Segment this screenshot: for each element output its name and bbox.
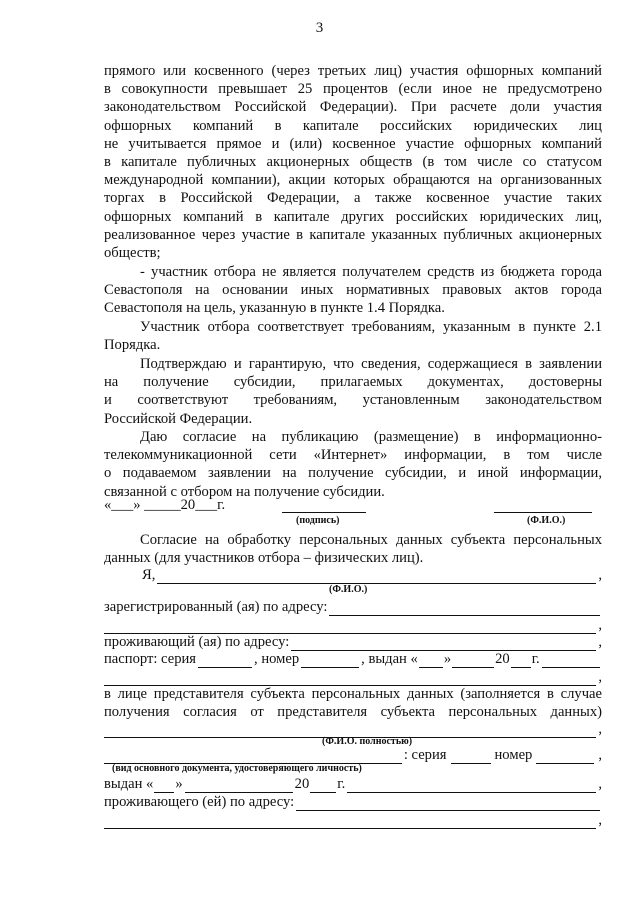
consent-title bbox=[104, 531, 602, 567]
issued2-year-input[interactable] bbox=[310, 778, 336, 793]
issued-day-input[interactable] bbox=[419, 653, 443, 668]
year-suffix: г. bbox=[531, 651, 540, 667]
passport-issuer-continued-input[interactable] bbox=[104, 671, 596, 686]
text-line: связанной с отбором на получение субсидии. bbox=[104, 483, 385, 500]
text-line: в капитале публичных акционерных обществ (в том числе со статусом bbox=[104, 154, 602, 171]
issued2-day-input[interactable] bbox=[154, 778, 174, 793]
registration-address-input[interactable] bbox=[329, 601, 600, 616]
document-type-input[interactable] bbox=[104, 749, 402, 764]
comma: , bbox=[598, 776, 602, 792]
text-line: Согласие на обработку персональных данных субъекта персональных bbox=[140, 532, 602, 548]
text-line: прямого или косвенного (через третьих лиц) участия офшорных компаний bbox=[104, 63, 602, 79]
passport-number-input[interactable] bbox=[301, 653, 359, 668]
document-type-label: (вид основного документа, удостоверяющего личность) bbox=[112, 763, 362, 774]
text-line: получения согласия от представителя субъекта персональных данных) bbox=[104, 704, 602, 721]
living-label: проживающий (ая) по адресу: bbox=[104, 634, 290, 650]
representative-address-continued-input[interactable] bbox=[104, 814, 596, 829]
text-line: о подаваемом заявлении на получение субсидии, и иной информации, bbox=[104, 465, 602, 482]
issued-label: , выдан « bbox=[361, 651, 418, 667]
issued2-label: выдан « bbox=[104, 776, 154, 792]
date-field[interactable]: «___» _____20___г. bbox=[104, 497, 226, 513]
form-row-passport bbox=[104, 650, 602, 668]
fio-label: (Ф.И.О.) bbox=[527, 515, 566, 526]
issued2-mid: » bbox=[175, 776, 183, 792]
paragraph-publication-consent bbox=[104, 428, 602, 501]
comma: , bbox=[598, 721, 602, 737]
living2-label: проживающего (ей) по адресу: bbox=[104, 794, 295, 810]
issued2-month-input[interactable] bbox=[185, 778, 293, 793]
text-line: в лице представителя субъекта персональных данных (заполняется в случае bbox=[104, 686, 602, 702]
text-line: офшорных компаний в капитале других российских юридических лиц, bbox=[104, 208, 602, 225]
form-row-name bbox=[104, 566, 602, 584]
text-line: Севастополя на основании иных нормативных правовых актов города bbox=[104, 282, 602, 299]
text-line: Участник отбора соответствует требованиям, указанным в пункте 2.1 bbox=[140, 319, 602, 335]
series-label: : серия bbox=[403, 747, 447, 763]
year2-prefix: 20 bbox=[294, 776, 310, 792]
text-line: на получение субсидии, прилагаемых документах, достоверны bbox=[104, 374, 602, 391]
issued-year-input[interactable] bbox=[511, 653, 531, 668]
paragraph-budget bbox=[104, 263, 602, 318]
form-row-living2 bbox=[104, 793, 602, 811]
form-row-registered-cont bbox=[104, 616, 602, 634]
fio-full-label: (Ф.И.О. полностью) bbox=[322, 736, 413, 747]
passport-number-label: , номер bbox=[254, 651, 300, 667]
ya-label: Я, bbox=[142, 567, 156, 583]
registration-address-continued-input[interactable] bbox=[104, 619, 596, 634]
form-row-living2-cont bbox=[104, 811, 602, 829]
text-line: Даю согласие на публикацию (размещение) в информационно- bbox=[140, 429, 602, 445]
form-row-document bbox=[104, 746, 602, 764]
text-line: международной компании), акции которых обращаются на организованных bbox=[104, 172, 602, 189]
text-line: Порядка. bbox=[104, 337, 161, 354]
text-line: и соответствуют требованиям, установленным законодательством bbox=[104, 392, 602, 409]
paragraph-requirements bbox=[104, 318, 602, 354]
number2-label: номер bbox=[494, 747, 533, 763]
year2-suffix: г. bbox=[337, 776, 346, 792]
form-row-registered bbox=[104, 598, 602, 616]
registered-label: зарегистрированный (ая) по адресу: bbox=[104, 599, 328, 615]
passport-series-input[interactable] bbox=[198, 653, 252, 668]
full-name-input[interactable] bbox=[157, 569, 596, 584]
comma: , bbox=[598, 634, 602, 650]
text-line: Севастополя на цель, указанную в пункте 1.4 Порядка. bbox=[104, 300, 445, 317]
text-line: реализованное через участие в капитале указанных публичных акционерных bbox=[104, 226, 602, 243]
text-line: офшорных компаний в капитале российских юридических лиц bbox=[104, 117, 602, 134]
paragraph-guarantee bbox=[104, 355, 602, 428]
passport-issuer-input[interactable] bbox=[542, 653, 600, 668]
text-line: Подтверждаю и гарантирую, что сведения, содержащиеся в заявлении bbox=[140, 356, 602, 372]
text-line: обществ; bbox=[104, 245, 161, 262]
comma: , bbox=[598, 812, 602, 828]
issued-mid: » bbox=[443, 651, 452, 667]
document-number-input[interactable] bbox=[536, 749, 594, 764]
signature-label: (подпись) bbox=[296, 515, 340, 526]
page-number: 3 bbox=[315, 20, 324, 36]
text-line: в совокупности превышает 25 процентов (если иное не предусмотрено bbox=[104, 81, 602, 98]
comma: , bbox=[598, 669, 602, 685]
text-line: законодательством Российской Федерации). При расчете доли участия bbox=[104, 99, 602, 116]
text-line: Российской Федерации. bbox=[104, 410, 253, 427]
text-line: не учитывается прямое и (или) косвенное участие офшорных компаний bbox=[104, 135, 602, 152]
comma: , bbox=[598, 567, 602, 583]
document-issuer-input[interactable] bbox=[347, 778, 596, 793]
form-row-issued bbox=[104, 775, 602, 793]
fio-line[interactable] bbox=[494, 512, 592, 513]
paragraph-offshore bbox=[104, 62, 602, 262]
comma: , bbox=[598, 617, 602, 633]
fio-label: (Ф.И.О.) bbox=[329, 584, 368, 595]
text-line: данных (для участников отбора – физических лиц). bbox=[104, 550, 424, 567]
form-row-living bbox=[104, 633, 602, 651]
issued-month-input[interactable] bbox=[452, 653, 494, 668]
year-prefix: 20 bbox=[495, 651, 510, 667]
text-line: телекоммуникационной сети «Интернет» информации, в том числе bbox=[104, 447, 602, 464]
representative-text bbox=[104, 685, 602, 721]
passport-series-label: паспорт: серия bbox=[104, 651, 197, 667]
form-row-passport-cont bbox=[104, 668, 602, 686]
document-series-input[interactable] bbox=[451, 749, 491, 764]
text-line: - участник отбора не является получателем средств из бюджета города bbox=[140, 264, 602, 280]
comma: , bbox=[598, 747, 602, 763]
text-line: торгах в Российской Федерации, а также косвенное участие таких bbox=[104, 190, 602, 207]
representative-address-input[interactable] bbox=[296, 796, 600, 811]
residence-address-input[interactable] bbox=[291, 636, 596, 651]
signature-line[interactable] bbox=[282, 512, 366, 513]
